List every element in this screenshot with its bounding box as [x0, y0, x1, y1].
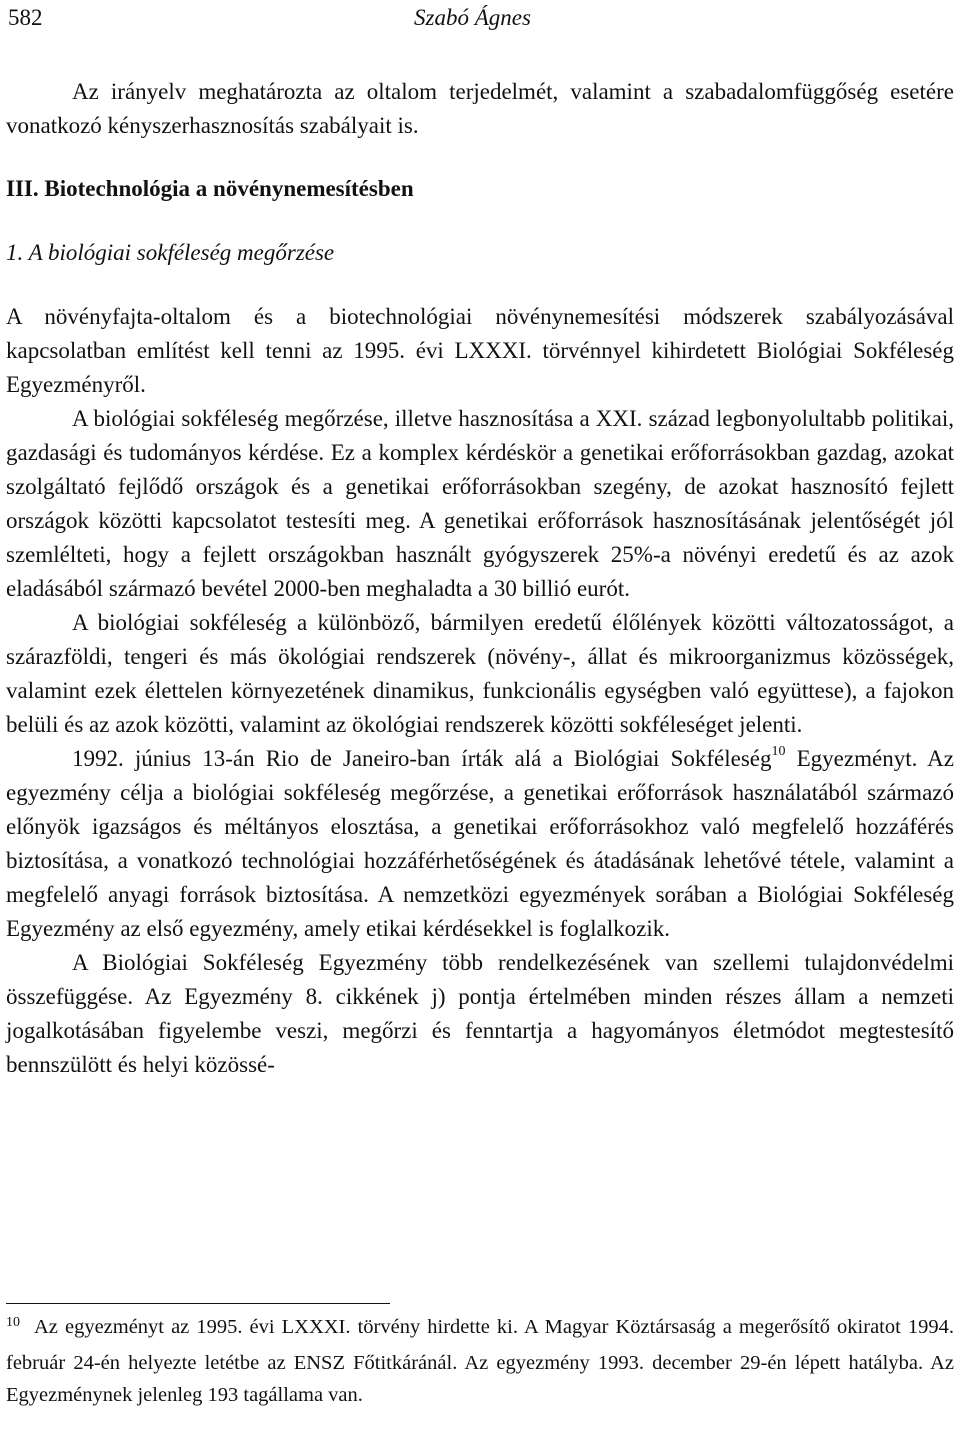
footnote-text: Az egyezményt az 1995. évi LXXXI. törvény hirdette ki. A Magyar Köztársaság a megerősítő okiratot 1994. február 24-én helyezte letétbe az ENSZ Főtitkáránál. Az egyezmény 1993. december 29-én lépett hatályba. Az Egyezménynek jelenleg 193 tagállama van. — [6, 1316, 954, 1406]
lead-paragraph: Az irányelv meghatározta az oltalom terjedelmét, valamint a szabadalomfüggőség esetére vonatkozó kényszerhasznosítás szabályait is. — [6, 79, 954, 138]
footnote-number: 10 — [6, 1315, 20, 1330]
paragraph-3-text-before-note: 1992. június 13-án Rio de Janeiro-ban írták alá a Biológiai Sokféleség — [72, 746, 772, 771]
page-number: 582 — [8, 5, 43, 30]
footnote — [6, 1311, 954, 1412]
intro-paragraph: A növényfajta-oltalom és a biotechnológiai növénynemesítési módszerek szabályozásával kapcsolatban említést kell tenni az 1995. évi LXXXI. törvénnyel kihirdetett Biológiai Sokféleség Egyezményről. — [6, 304, 954, 397]
body-paragraph-1: A biológiai sokféleség megőrzése, illetve hasznosítása a XXI. század legbonyolultabb politikai, gazdasági és tudományos kérdése. Ez a komplex kérdéskör a genetikai erőforrásokban gazdag, azokat szolgáltató fejlődő országok és a genetikai erőforrásokban szegény, de azokat hasznosító fejlett országok közötti kapcsolatot testesíti meg. A genetikai erőforrások hasznosításának jelentőségét jól szemlélteti, hogy a fejlett országokban használt gyógyszerek 25%-a növényi eredetű és az azok eladásából származó bevétel 2000-ben meghaladta a 30 billió eurót. — [6, 406, 954, 601]
body-paragraph-4: A Biológiai Sokféleség Egyezmény több rendelkezésének van szellemi tulajdonvédelmi összefüggése. Az Egyezmény 8. cikkének j) pontja értelmében minden részes állam a nemzeti jogalkotásában figyelembe veszi, megőrzi és fenntartja a hagyományos életmódot megtestesítő bennszülött és helyi közössé- — [6, 950, 954, 1077]
body-paragraph-2: A biológiai sokféleség a különböző, bármilyen eredetű élőlények közötti változatosságot, a szárazföldi, tengeri és más ökológiai rendszerek (növény-, állat és mikroorganizmus közösségek, valamint ezek élettelen környezetének dinamikus, funkcionális egységben való együttese), a fajokon belüli és az azok közötti, valamint az ökológiai rendszerek közötti sokféleséget jelenti. — [6, 610, 954, 737]
paragraph-3-text-after-note: Egyezményt. Az egyezmény célja a biológiai sokféleség megőrzése, a genetikai erőforrások használatából származó előnyök igazságos és méltányos elosztása, a genetikai erőforrásokhoz való megfelelő hozzáférés biztosítása, a vonatkozó technológiai hozzáférhetőségének és átadásának lehetővé tétele, valamint a megfelelő anyagi források biztosítása. A nemzetközi egyezmények sorában a Biológiai Sokféleség Egyezmény az első egyezmény, amely etikai kérdésekkel is foglalkozik. — [6, 746, 955, 941]
section-heading: III. Biotechnológia a növénynemesítésben — [6, 176, 414, 201]
subsection-heading: 1. A biológiai sokféleség megőrzése — [6, 240, 335, 265]
footnote-separator — [6, 1303, 390, 1304]
body-paragraph-3 — [6, 742, 954, 946]
running-head-author: Szabó Ágnes — [414, 5, 531, 30]
document-page — [6, 0, 954, 1082]
footnote-reference[interactable]: 10 — [771, 744, 786, 760]
page-header — [6, 0, 954, 36]
footnotes-area — [6, 1311, 954, 1412]
